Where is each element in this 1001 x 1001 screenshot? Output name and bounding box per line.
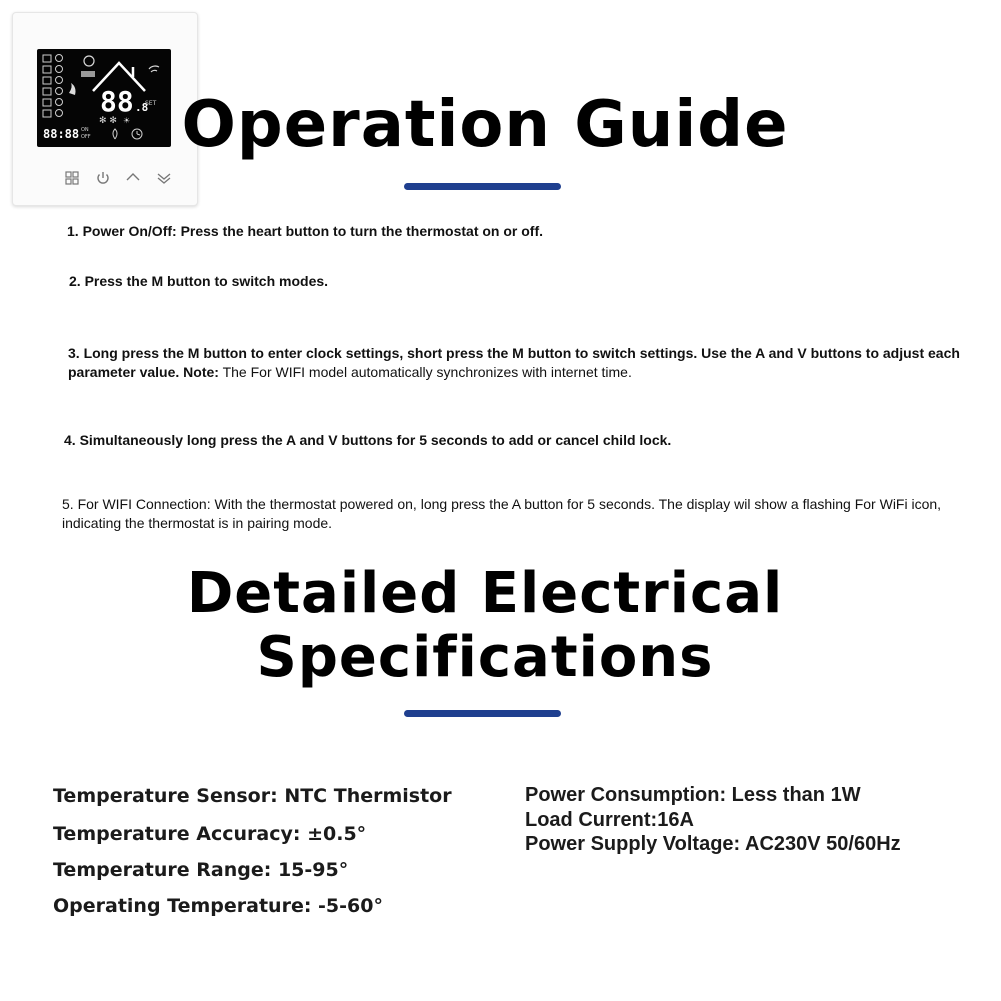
temperature-decimal: .8 — [135, 101, 149, 114]
step-note: The For WIFI model automatically synchronizes with internet time. — [218, 364, 632, 380]
set-label: SET — [145, 100, 157, 107]
guide-step-4 — [64, 431, 671, 450]
step-text: 1. Power On/Off: Press the heart button to turn the thermostat on or off. — [67, 223, 544, 239]
spec-supply-voltage: Power Supply Voltage: AC230V 50/60Hz — [525, 833, 901, 855]
menu-grid-icon — [63, 169, 81, 187]
step-text: 5. For WIFI Connection: With the thermostat powered on, long press the A button for 5 seconds. The display wil show a flashing For WiFi icon, indicating the thermostat is in pairing mode. — [62, 496, 942, 531]
spec-range: Temperature Range: 15-95° — [53, 859, 349, 881]
guide-step-2 — [69, 272, 328, 291]
operation-guide-title: Operation Guide — [181, 88, 789, 162]
step-text: 2. Press the M button to switch modes. — [69, 273, 329, 289]
touch-buttons — [63, 167, 173, 189]
power-icon — [94, 169, 112, 187]
temperature-digits: 88 — [100, 85, 134, 118]
chevron-down-icon — [155, 169, 173, 187]
specifications-title-line2: Specifications — [256, 625, 714, 690]
spec-load-current: Load Current:16A — [525, 809, 694, 831]
on-label: ON — [81, 127, 89, 133]
guide-step-1 — [67, 222, 543, 241]
off-label: OFF — [81, 134, 91, 140]
spec-sensor: Temperature Sensor: NTC Thermistor — [53, 785, 452, 807]
step-text: 3. Long press the M button to enter clock settings, short press the M button to switch settings. Use the A and V buttons to adjust each parameter value. Note: — [68, 345, 960, 380]
step-text: 4. Simultaneously long press the A and V buttons for 5 seconds to add or cancel child lock. — [64, 432, 672, 448]
guide-step-3 — [68, 344, 988, 382]
title-underline — [404, 183, 561, 190]
chevron-up-icon — [124, 169, 142, 187]
specifications-title-line1: Detailed Electrical — [186, 561, 784, 626]
svg-text:☀: ☀ — [123, 116, 131, 125]
spec-accuracy: Temperature Accuracy: ±0.5° — [53, 823, 367, 845]
specifications-title — [100, 562, 870, 690]
clock-digits: 88:88 — [43, 127, 80, 141]
spec-operating-temp: Operating Temperature: -5-60° — [53, 895, 383, 917]
spec-power-consumption: Power Consumption: Less than 1W — [525, 784, 861, 806]
title-underline — [404, 710, 561, 717]
guide-step-5 — [62, 495, 962, 533]
svg-text:✻ ✻: ✻ ✻ — [99, 116, 117, 126]
